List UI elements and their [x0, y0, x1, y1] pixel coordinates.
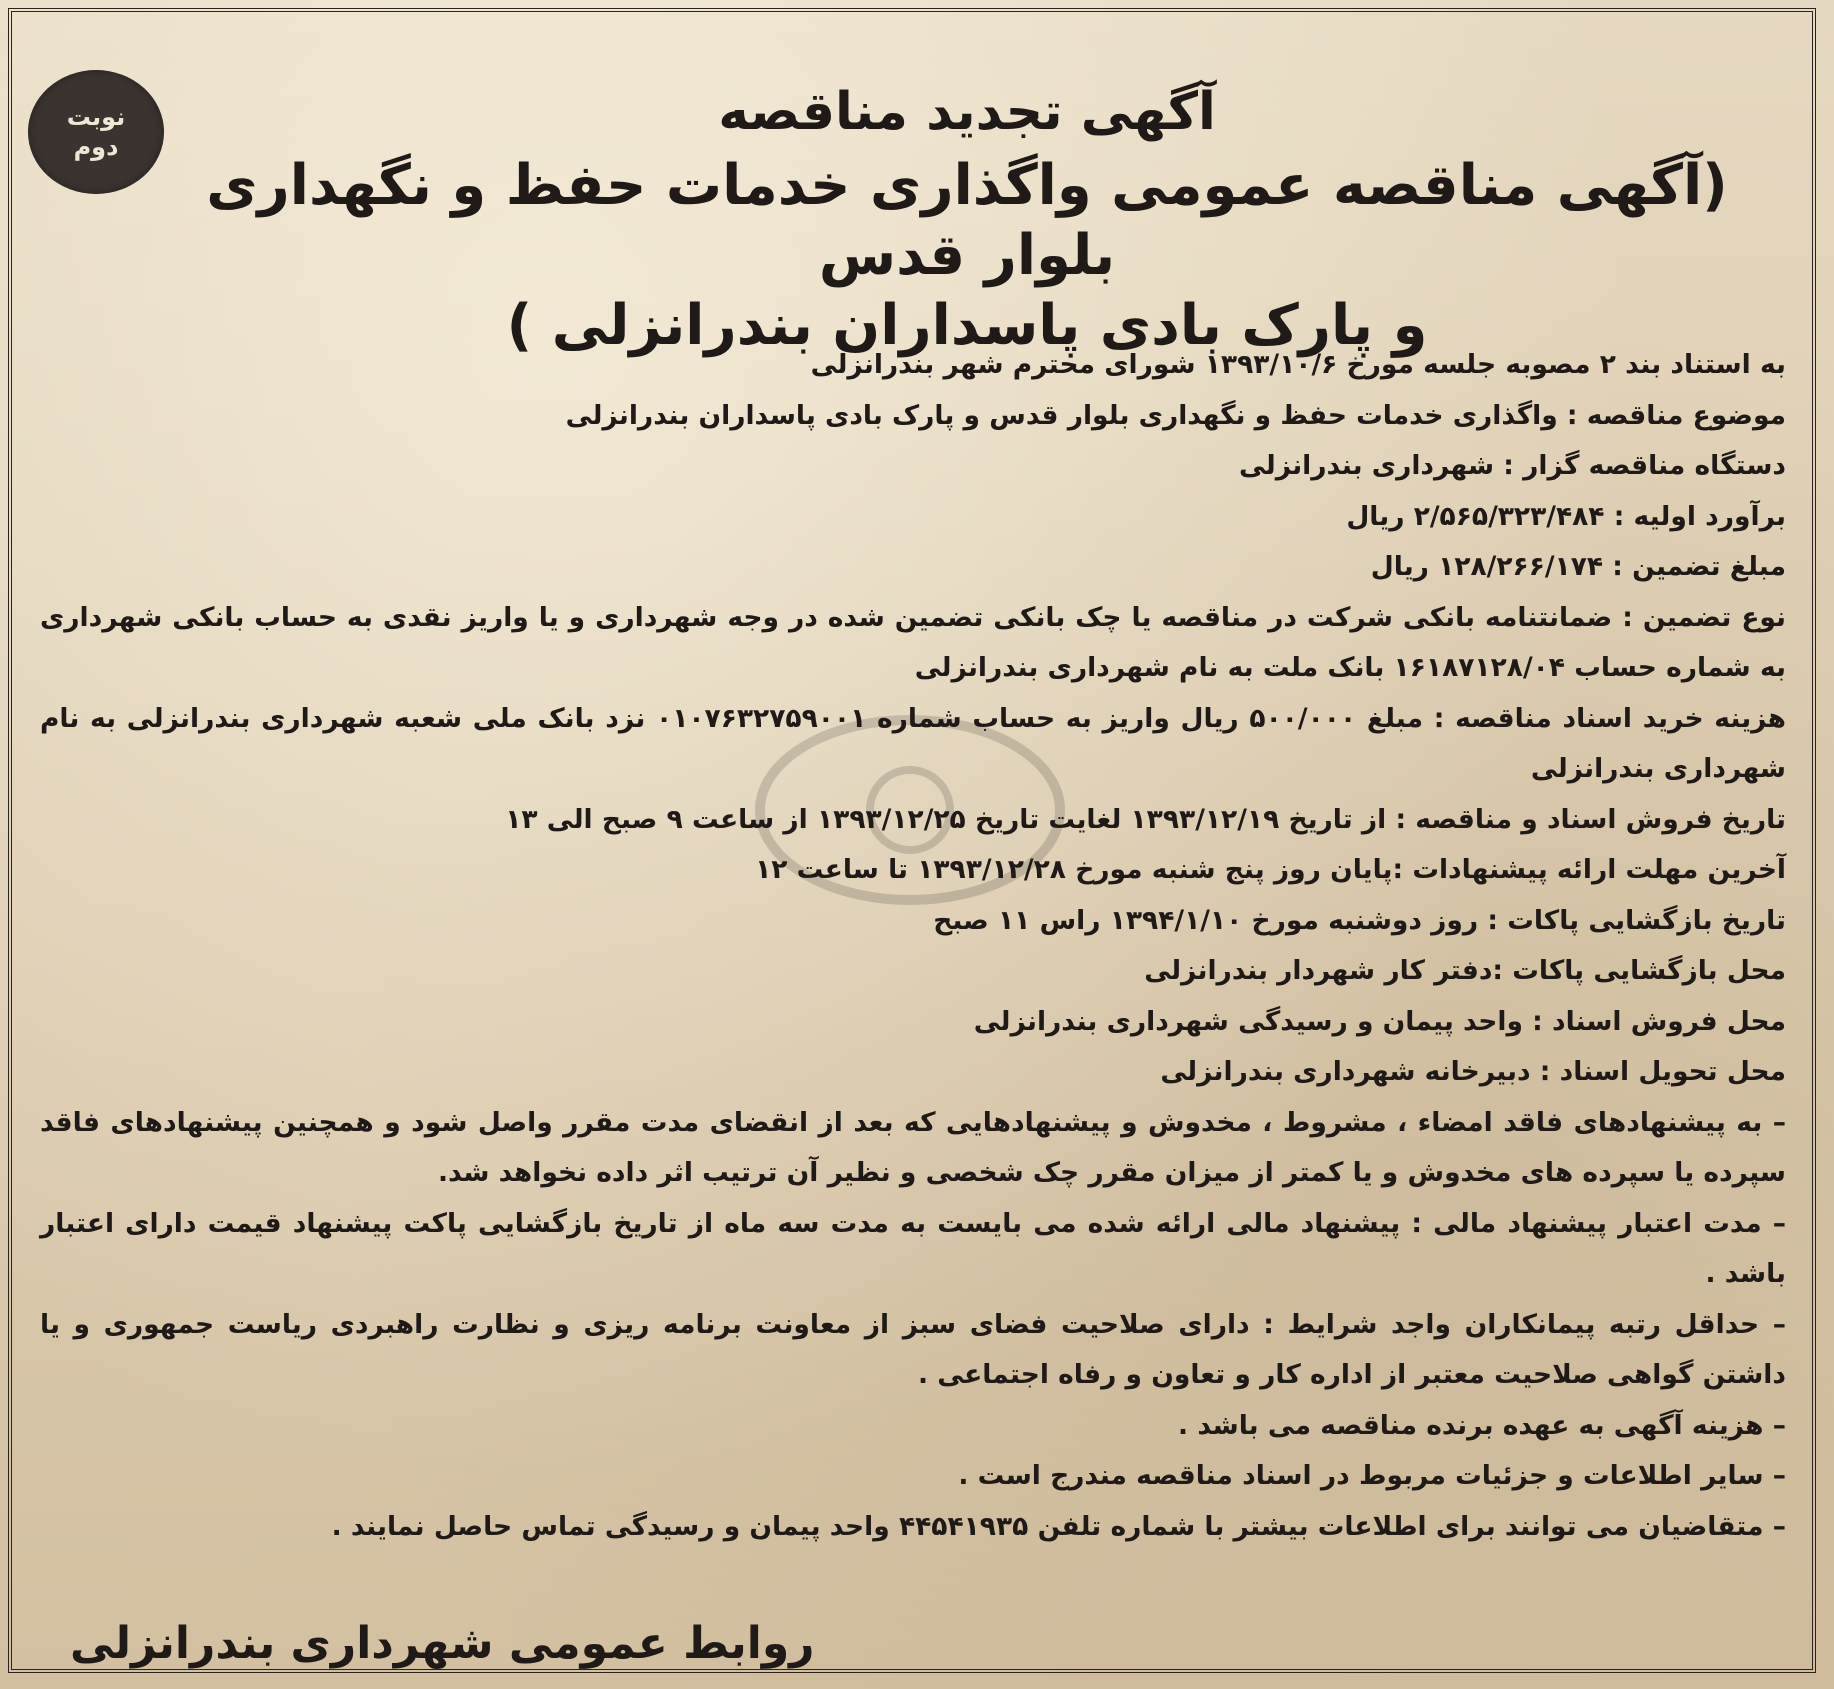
contact-clause: – متقاضیان می توانند برای اطلاعات بیشتر با شماره تلفن ۴۴۵۴۱۹۳۵ واحد پیمان و رسیدگی تماس حاصل نمایند . [331, 1510, 1786, 1542]
rejection-clause: – به پیشنهادهای فاقد امضاء ، مشروط ، مخدوش و پیشنهادهایی که بعد از انقضای مدت مقرر واصل شود و همچنین پیشنهادهای فاقد سپرده یا سپرده های مخدوش و یا کمتر از میزان مقرر چک شخصی و نظیر آن ترتیب اثر داده نخواهد شد. [40, 1106, 1786, 1188]
ad-subtitle-line2: و پارک بادی پاسداران بندرانزلی ) [506, 293, 1428, 358]
sale-dates: تاریخ فروش اسناد و مناقصه : از تاریخ ۱۳۹۳/۱۲/۱۹ لغایت تاریخ ۱۳۹۳/۱۲/۲۵ از ساعت ۹ صبح الی ۱۳ [505, 803, 1786, 835]
other-info-clause: – سایر اطلاعات و جزئیات مربوط در اسناد مناقصه مندرج است . [958, 1460, 1786, 1491]
ad-signature: روابط عمومی شهرداری بندرانزلی [70, 1618, 815, 1669]
ad-cost-clause: – هزینه آگهی به عهده برنده مناقصه می باشد . [1178, 1409, 1786, 1441]
submission-deadline: آخرین مهلت ارائه پیشنهادات :پایان روز پنج شنبه مورخ ۱۳۹۳/۱۲/۲۸ تا ساعت ۱۲ [755, 854, 1786, 885]
guarantee-type: نوع تضمین : ضمانتنامه بانکی شرکت در مناقصه یا چک بانکی تضمین شده در وجه شهرداری و یا واریز نقدی به حساب بانکی شهرداری به شماره حساب ۱۶۱۸۷۱۲۸/۰۴ بانک ملت به نام شهرداری بندرانزلی [40, 601, 1786, 683]
badge-line1: نوبت [66, 103, 126, 131]
opening-location: محل بازگشایی پاکات :دفتر کار شهردار بندرانزلی [1144, 955, 1786, 986]
tender-subject: موضوع مناقصه : واگذاری خدمات حفظ و نگهداری بلوار قدس و پارک بادی پاسداران بندرانزلی [565, 399, 1786, 431]
validity-clause: – مدت اعتبار پیشنهاد مالی : پیشنهاد مالی ارائه شده می بایست به مدت سه ماه از تاریخ بازگشایی پاکت پیشنهاد قیمت دارای اعتبار باشد . [40, 1207, 1786, 1289]
initial-estimate: برآورد اولیه : ۲/۵۶۵/۳۲۳/۴۸۴ ریال [1346, 500, 1786, 532]
basis-line: به استناد بند ۲ مصوبه جلسه مورخ ۱۳۹۳/۱۰/۶ شورای محترم شهر بندرانزلی [810, 349, 1786, 380]
ad-subtitle-line1: (آگهی مناقصه عمومی واگذاری خدمات حفظ و نگهداری بلوار قدس [206, 153, 1728, 288]
document-fee: هزینه خرید اسناد مناقصه : مبلغ ۵۰۰/۰۰۰ ریال واریز به حساب شماره ۰۱۰۷۶۳۲۷۵۹۰۰۱ نزد بانک ملی شعبه شهرداری بندرانزلی به نام شهرداری بندرانزلی [40, 702, 1787, 784]
opening-date: تاریخ بازگشایی پاکات : روز دوشنبه مورخ ۱۳۹۴/۱/۱۰ راس ۱۱ صبح [933, 904, 1786, 936]
tender-organizer: دستگاه مناقصه گزار : شهرداری بندرانزلی [1238, 450, 1786, 481]
sale-location: محل فروش اسناد : واحد پیمان و رسیدگی شهرداری بندرانزلی [973, 1005, 1786, 1037]
ad-header [140, 60, 1794, 361]
ad-title: آگهی تجدید مناقصه [718, 82, 1216, 142]
badge-line2: دوم [73, 133, 119, 161]
contractor-rank-clause: – حداقل رتبه پیمانکاران واجد شرایط : دارای صلاحیت فضای سبز از معاونت برنامه ریزی و نظارت راهبردی ریاست جمهوری و یا داشتن گواهی صلاحیت معتبر از اداره کار و تعاون و رفاه اجتماعی . [40, 1308, 1786, 1390]
delivery-location: محل تحویل اسناد : دبیرخانه شهرداری بندرانزلی [1160, 1056, 1786, 1087]
ad-body [40, 340, 1786, 1552]
guarantee-amount: مبلغ تضمین : ۱۲۸/۲۶۶/۱۷۴ ریال [1370, 551, 1786, 582]
